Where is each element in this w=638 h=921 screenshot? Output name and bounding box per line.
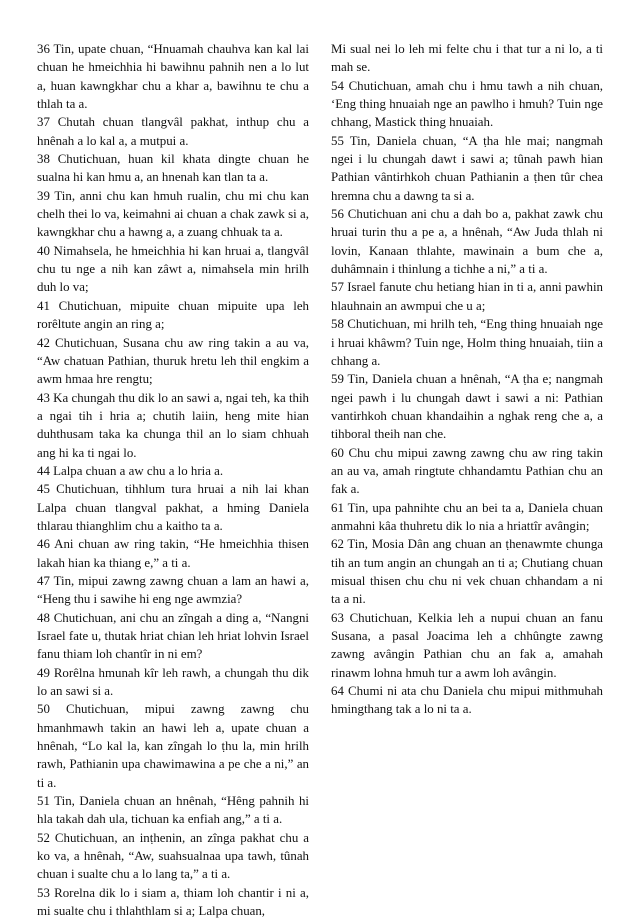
verse-63: 63 Chutichuan, Kelkia leh a nupui chuan an fanu Susana, a pasal Joacima leh a chhûngte zawng zawng avângin Pathian chu an fak a, amahah rinawm lohna hmuh tur a awm loh avângin. xyxy=(331,610,603,680)
verse-43: 43 Ka chungah thu dik lo an sawi a, ngai teh, ka thih a ngai tih i hria a; chutih laiin, heng mite hian duhthusam taka ka chunga thil an lo siam chhuah ang hi ka ti ngai lo. xyxy=(37,390,309,460)
verse-36: 36 Tin, upate chuan, “Hnuamah chauhva kan kal lai chuan he hmeichhia hi bawihnu pahnih nen a lo lut a, huan kawngkhar chu a khar a, bawihnu te chu a thlah ta a. xyxy=(37,42,309,112)
verse-58: 58 Chutichuan, mi hrilh teh, “Eng thing hnuaiah nge i hruai khâwm? Tuin nge, Holm thing hnuaiah, tiin a chhang a. xyxy=(331,317,603,368)
verse-46: 46 Ani chuan aw ring takin, “He hmeichhia thisen lakah hian ka thiang e,” a ti a. xyxy=(37,537,309,570)
verse-53: 53 Rorelna dik lo i siam a, thiam loh chantir i ni a, mi sualte chu i thlahthlam si a; Lalpa chuan, xyxy=(37,885,309,919)
verse-54: 54 Chutichuan, amah chu i hmu tawh a nih chuan, ‘Eng thing hnuaiah nge an pawlho i hmuh? Tuin nge chhang, Mastick thing hnuaiah. xyxy=(331,78,603,130)
verse-38: 38 Chutichuan, huan kil khata dingte chuan he sualna hi kan hmu a, an hnenah kan tlan ta a. xyxy=(37,152,309,185)
verse-60: 60 Chu chu mipui zawng zawng chu aw ring takin an au va, amah ringtute chhandamtu Pathian chu an fak a. xyxy=(331,445,603,497)
verse-48: 48 Chutichuan, ani chu an zîngah a ding a, “Nangni Israel fate u, thutak hriat chian leh hriat lohvin Israel fanu thiam loh chantîr in ni em? xyxy=(37,610,309,662)
verse-53-continued: Mi sual nei lo leh mi felte chu i that tur a ni lo, a ti mah se. xyxy=(331,42,603,75)
verse-41: 41 Chutichuan, mipuite chuan mipuite upa leh rorêltute angin an ring a; xyxy=(37,298,309,332)
verse-55: 55 Tin, Daniela chuan, “A ṭha hle mai; nangmah ngei i lu chungah dawt i sawi a; tûnah pawh hian Pathian vântirhkoh chuan Pathianin a ṭhen tûr chea hremna chu a dawng ta si a. xyxy=(331,133,603,203)
verse-57: 57 Israel fanute chu hetiang hian in ti a, anni pawhin hlauhnain an awmpui che u a; xyxy=(331,280,603,313)
verse-42: 42 Chutichuan, Susana chu aw ring takin a au va, “Aw chatuan Pathian, thuruk hretu leh thil engkim a awm hmaa hre rengtu; xyxy=(37,335,309,387)
verse-45: 45 Chutichuan, tihhlum tura hruai a nih lai khan Lalpa chuan tlangval pakhat, a hming Daniela thlarau thianghlim chu a kaitho ta a. xyxy=(37,482,309,533)
verse-47: 47 Tin, mipui zawng zawng chuan a lam an hawi a, “Heng thu i sawihe hi eng nge awmzia? xyxy=(37,573,309,607)
verse-61: 61 Tin, upa pahnihte chu an bei ta a, Daniela chuan anmahni kâa thuhretu dik lo nia a hriattîr avângin; xyxy=(331,500,603,533)
verse-44: 44 Lalpa chuan a aw chu a lo hria a. xyxy=(37,463,224,478)
verse-64: 64 Chumi ni ata chu Daniela chu mipui mithmuhah hmingthang tak a lo ni ta a. xyxy=(331,684,603,717)
verse-51: 51 Tin, Daniela chuan an hnênah, “Hêng pahnih hi hla takah dah ula, tichuan ka enfiah ang,” a ti a. xyxy=(37,794,309,827)
verse-62: 62 Tin, Mosia Dân ang chuan an ṭhenawmte chunga tih an tum angin an chungah an ti a; Chutiang chuan misual thisen chu chu ni vek chuan chhandam a ni ta a ni. xyxy=(331,537,603,607)
verse-39: 39 Tin, anni chu kan hmuh rualin, chu mi chu kan chelh thei lo va, keimahni ai chuan a chak zawk si a, kawngkhar chu a hawng a, a zuang chhuak ta a. xyxy=(37,188,309,240)
verse-50: 50 Chutichuan, mipui zawng zawng chu hmanhmawh takin an hawi leh a, upate chuan a hnênah, “Lo kal la, kan zîngah lo ṭhu la, min hrilh rawh, Pathianin upa chawimawina a pe che a ni,” an ti a. xyxy=(37,702,309,790)
verse-40: 40 Nimahsela, he hmeichhia hi kan hruai a, tlangvâl chu tu nge a nih kan zâwt a, nimahsela min hrilh duh lo va; xyxy=(37,243,309,295)
verse-37: 37 Chutah chuan tlangvâl pakhat, inthup chu a hnênah a lo kal a, a mutpui a. xyxy=(37,115,309,148)
left-column xyxy=(37,40,309,921)
verse-49: 49 Rorêlna hmunah kîr leh rawh, a chungah thu dik lo an sawi si a. xyxy=(37,665,309,699)
verse-59: 59 Tin, Daniela chuan a hnênah, “A ṭha e; nangmah ngei pawh i lu chungah dawt i sawi a ni: Pathian vantirhkoh chuan khandaihin a nghak reng che a, a tihboral theih nan che. xyxy=(331,372,603,442)
right-column xyxy=(331,40,603,719)
verse-52: 52 Chutichuan, an inṭhenin, an zînga pakhat chu a ko va, a hnênah, “Aw, suahsualnaa upa tawh, tûnah chuan i sualte chu a lo lang ta,” a ti a. xyxy=(37,830,309,882)
verse-56: 56 Chutichuan ani chu a dah bo a, pakhat zawk chu hruai turin thu a pe a, a hnênah, “Aw Juda thlah ni lovin, Kanaan thlahte, mawinain a bum che a, duhâmnain i thinlung a tichhe a ni,” a ti a. xyxy=(331,207,603,277)
